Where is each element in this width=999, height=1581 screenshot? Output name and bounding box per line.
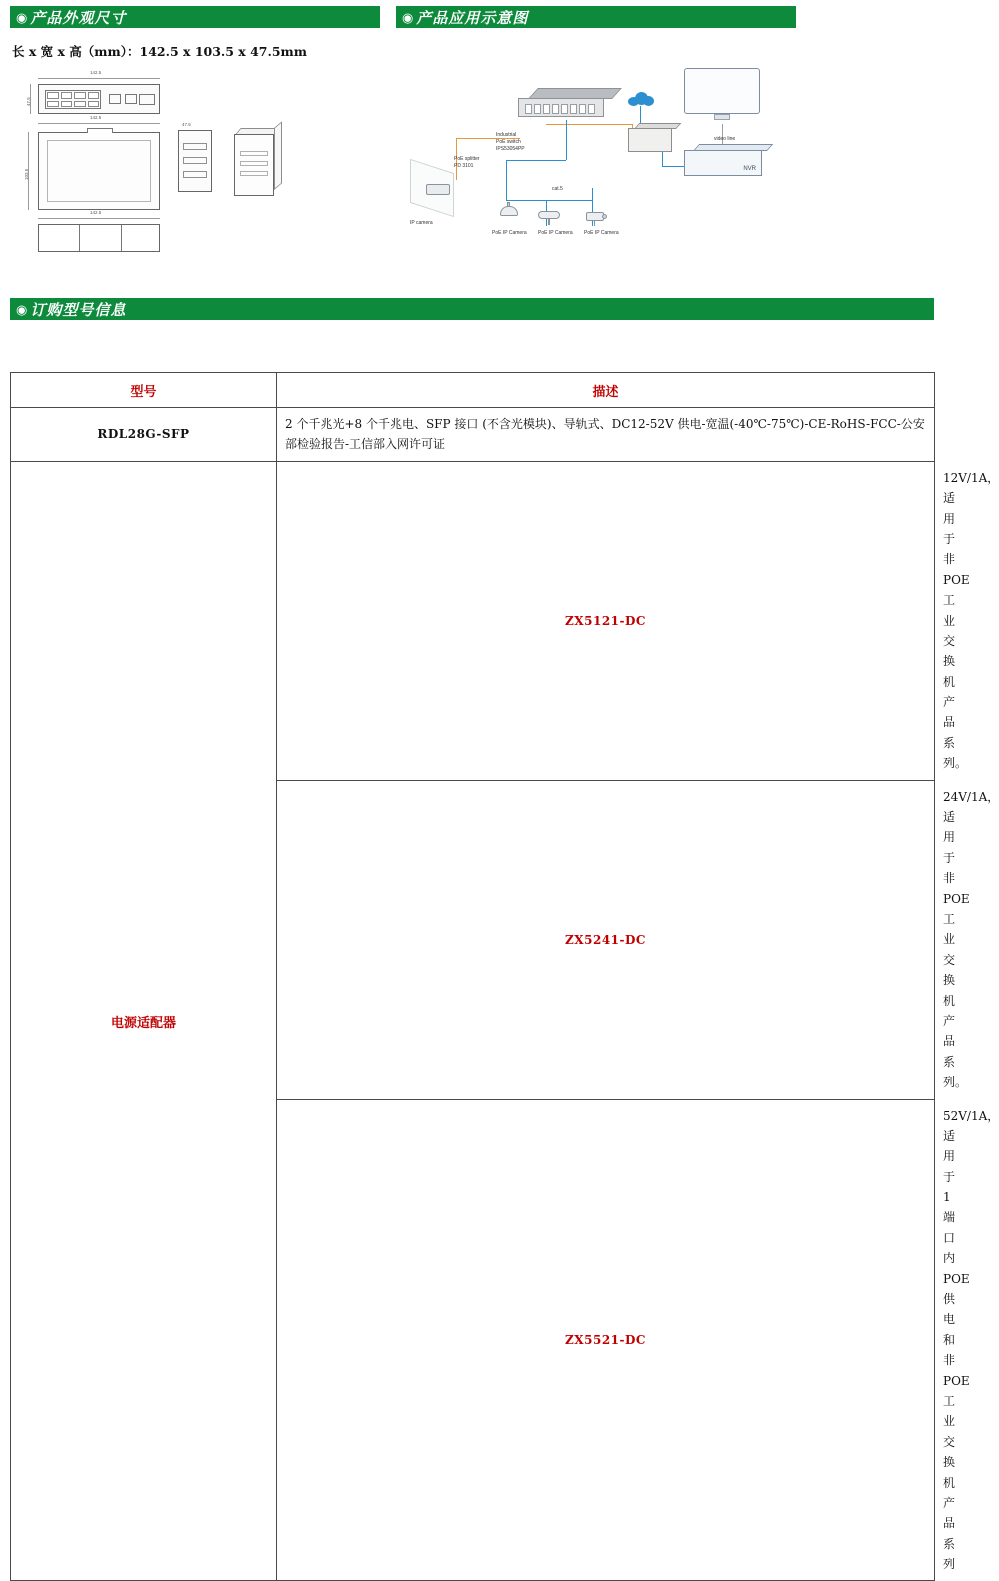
table-header-row xyxy=(11,373,935,408)
sfp-port-icon xyxy=(109,94,121,104)
box-camera-icon xyxy=(586,208,608,226)
ip-camera-icon xyxy=(426,184,450,195)
ip-camera-wall-graphic xyxy=(410,166,464,216)
switch-isometric-view xyxy=(234,128,294,198)
label-splitter-line1: PoE splitter xyxy=(454,156,480,162)
iso-panel-strip xyxy=(240,171,268,176)
label-poe-camera-1: PoE IP Camera xyxy=(492,230,527,236)
dimension-label-body-height: 103.5 xyxy=(24,168,29,180)
mechanical-drawing-group xyxy=(16,66,376,266)
switch-front-view xyxy=(38,84,160,114)
label-video-line: video line xyxy=(714,136,736,142)
section-title-application: 产品应用示意图 xyxy=(416,8,529,27)
table-row xyxy=(11,408,935,462)
monitor-screen xyxy=(684,68,760,114)
link-line-blue xyxy=(506,160,507,200)
switch-ports-icon xyxy=(525,104,595,114)
application-diagram xyxy=(396,40,936,270)
section-title-dimensions: 产品外观尺寸 xyxy=(30,8,127,27)
section-header-application xyxy=(396,6,796,28)
dimension-label-front-height: 47.5 xyxy=(26,97,31,106)
terminal-block-icon xyxy=(139,94,155,105)
dimension-text: 长 x 宽 x 高（mm）：142.5 x 103.5 x 47.5mm xyxy=(12,44,308,59)
switch-bottom-view xyxy=(38,224,160,252)
dimension-line-top xyxy=(38,78,160,79)
bullet-camera-icon xyxy=(538,208,564,226)
body-inner-outline xyxy=(47,140,151,202)
switch-side-view xyxy=(178,130,212,192)
dimension-label-side-depth: 47.5 xyxy=(182,122,191,127)
ordering-information-table xyxy=(10,372,999,1581)
side-slot xyxy=(183,157,207,164)
dimension-label-top-width: 142.5 xyxy=(90,70,102,75)
poe-splitter-graphic xyxy=(628,128,672,152)
section-bullet-icon: ◉ xyxy=(402,9,414,25)
iso-panel-strip xyxy=(240,161,268,166)
section-title-ordering: 订购型号信息 xyxy=(30,300,127,319)
table-row: ZX5521-DC 52V/1A，适用于 1 端口内 POE 供电和非 POE 工业交换机产品系列 xyxy=(11,1099,935,1581)
dome-camera-icon xyxy=(500,202,518,216)
nvr-graphic xyxy=(684,150,762,176)
label-switch-line1: Industrial xyxy=(496,132,517,138)
section-header-dimensions xyxy=(10,6,380,28)
cell-adapter-group: 电源适配器 xyxy=(11,461,277,1581)
bottom-view-divider xyxy=(121,225,122,251)
side-slot xyxy=(183,171,207,178)
splitter-top-face xyxy=(634,123,681,129)
label-nvr: NVR xyxy=(743,166,756,172)
iso-side-face xyxy=(274,121,282,190)
side-slot xyxy=(183,143,207,150)
label-poe-camera-3: PoE IP Camera xyxy=(584,230,619,236)
section-bullet-icon: ◉ xyxy=(16,301,28,317)
cell-model-main: RDL28G-SFP xyxy=(11,408,277,462)
switch-body-view xyxy=(38,132,160,210)
column-header-model: 型号 xyxy=(11,373,277,408)
label-ip-camera: IP camera xyxy=(410,220,433,226)
column-header-description: 描述 xyxy=(277,373,935,408)
cell-adapter-model: ZX5521-DC xyxy=(277,1099,935,1581)
label-cable-cat5: cat.5 xyxy=(552,186,563,192)
iso-front-face xyxy=(234,134,274,196)
switch-front-face xyxy=(518,98,604,117)
link-line-orange xyxy=(546,124,632,125)
section-bullet-icon: ◉ xyxy=(16,9,28,25)
iso-panel-strip xyxy=(240,151,268,156)
link-line-blue xyxy=(662,166,686,167)
label-switch-line2: PoE switch xyxy=(496,139,521,145)
monitor-stand xyxy=(714,114,730,120)
cell-adapter-model: ZX5241-DC xyxy=(277,780,935,1099)
table-row: ZX5241-DC 24V/1A，适用于非 POE 工业交换机产品系列。 xyxy=(11,780,935,1099)
industrial-poe-switch-graphic xyxy=(518,88,616,122)
link-line-blue xyxy=(506,200,592,201)
bottom-view-divider xyxy=(79,225,80,251)
dimension-line-body-width xyxy=(38,123,160,124)
cell-adapter-model: ZX5121-DC xyxy=(277,461,935,780)
link-line-blue xyxy=(566,120,567,160)
label-splitter-line2: PD 3101 xyxy=(454,163,474,169)
dimension-label-body-width: 142.5 xyxy=(90,115,102,120)
ethernet-port-block-icon xyxy=(45,90,101,109)
cell-desc-main: 2 个千兆光+8 个千兆电、SFP 接口 (不含光模块)、导轨式、DC12-52V 供电-宽温(-40℃-75℃)-CE-RoHS-FCC-公安部检验报告-工信部入网许可证 xyxy=(277,408,935,462)
section-header-ordering xyxy=(10,298,934,320)
din-rail-clip-icon xyxy=(87,128,113,133)
link-line-blue xyxy=(506,160,566,161)
table-row: 电源适配器 ZX5121-DC 12V/1A，适用于非 POE 工业交换机产品系列。 xyxy=(11,461,935,780)
monitor-graphic xyxy=(684,68,760,124)
sfp-port-icon xyxy=(125,94,137,104)
dimension-label-bottom-width: 142.5 xyxy=(90,210,102,215)
label-poe-camera-2: PoE IP Camera xyxy=(538,230,573,236)
label-switch-line3: IPS53054PP xyxy=(496,146,525,152)
dimension-line-bottom-width xyxy=(38,218,160,219)
nvr-top-face xyxy=(693,144,773,151)
cloud-icon xyxy=(628,92,654,106)
link-line-blue xyxy=(662,152,663,166)
